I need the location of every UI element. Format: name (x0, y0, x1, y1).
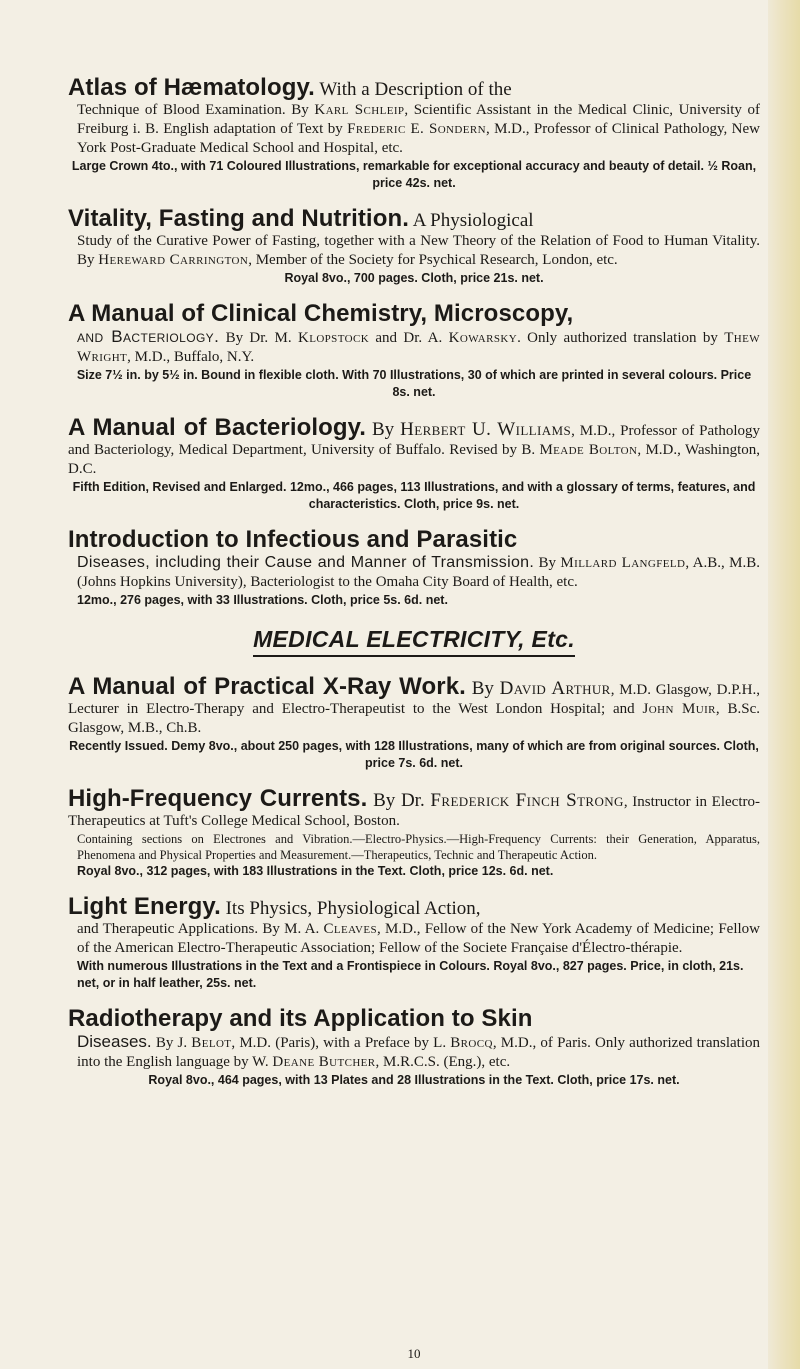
book-details: Large Crown 4to., with 71 Coloured Illustrations, remarkable for exceptional accuracy and beauty of detail. ½ Roan, price 42s. net. (71, 159, 757, 190)
author-name: Cleaves (323, 921, 378, 937)
author-name: Kowarsky (448, 330, 518, 346)
page-edge-shadow (768, 0, 800, 1369)
title-continuation: and Bacteriology. (77, 327, 220, 346)
book-details: Royal 8vo., 312 pages, with 183 Illustrations in the Text. Cloth, price 12s. 6d. net. (77, 864, 554, 878)
section-heading: MEDICAL ELECTRICITY, Etc. (68, 626, 760, 657)
book-description: and Bacteriology. By Dr. M. Klopstock and Dr. A. Kowarsky. Only authorized translation by Thew Wright, M.D., Buffalo, N.Y. (77, 327, 761, 365)
title-continuation: A Physiological (409, 210, 534, 231)
author-name: Brocq (450, 1035, 493, 1051)
book-details: Size 7½ in. by 5½ in. Bound in flexible cloth. With 70 Illustrations, 30 of which are printed in several colours. Price 8s. net. (76, 368, 752, 399)
book-description: Study of the Curative Power of Fasting, together with a New Theory of the Relation of Food to Human Vitality. By Hereward Carrington, Member of the Society for Psychical Research, London, etc. (77, 233, 760, 268)
author-name: John Muir (642, 701, 716, 717)
book-details: Royal 8vo., 700 pages. Cloth, price 21s. net. (284, 271, 544, 285)
book-title: Atlas of Hæmatology. (68, 74, 315, 101)
book-title: Light Energy. (68, 893, 221, 920)
catalogue-entry-light-energy (68, 893, 760, 992)
book-title: A Manual of Clinical Chemistry, Microscopy, (68, 300, 574, 327)
book-title: Vitality, Fasting and Nutrition. (68, 205, 409, 232)
author-name: Millard Langfeld (560, 555, 686, 571)
author-name: Herbert U. Williams (400, 419, 572, 440)
author-name: Belot (191, 1035, 232, 1051)
book-details: 12mo., 276 pages, with 33 Illustrations. Cloth, price 5s. 6d. net. (77, 593, 448, 607)
book-description: Diseases. By J. Belot, M.D. (Paris), with a Preface by L. Brocq, M.D., of Paris. Only authorized translation into the English language by W. Deane Butcher, M.R.C.S. (Eng.), etc. (77, 1032, 760, 1070)
title-continuation: Its Physics, Physiological Action, (220, 898, 481, 919)
title-continuation: Diseases. (77, 1032, 152, 1051)
author-name: Deane Butcher (272, 1054, 376, 1070)
author-name: Frederick Finch Strong (430, 790, 624, 811)
catalogue-entry-manual-bacteriology: A Manual of Bacteriology. By Herbert U. Williams, M.D., Professor of Pathology and Bacteriology, Medical Department, University of Buffalo. Revised by B. Meade Bolton, M.D., Washington, D.C. Fifth Edition, Revised and Enlarged. 12mo., 466 pages, 113 Illustrations, and with a glossary of terms, features, and characteristics. Cloth, price 9s. net. (68, 414, 761, 511)
book-details: Recently Issued. Demy 8vo., about 250 pages, with 128 Illustrations, many of which are from original sources. Cloth, price 7s. 6d. net. (69, 739, 759, 770)
book-details: Fifth Edition, Revised and Enlarged. 12mo., 466 pages, 113 Illustrations, and with a glossary of terms, features, and characteristics. Cloth, price 9s. net. (72, 480, 756, 511)
catalogue-entry-high-frequency: High-Frequency Currents. By Dr. Frederick Finch Strong, Instructor in Electro-Therapeutics at Tuft's College Medical School, Boston. Containing sections on Electrones and Vibration.—Electro-Physics.—High-Frequency Currents: their Generation, Apparatus, Phenomena and Physical Properties and Measurement.—Therapeutics, Technic and Therapeutic Action. Royal 8vo., 312 pages, with 183 Illustrations in the Text. Cloth, price 12s. 6d. net. (68, 785, 760, 878)
book-description: and Therapeutic Applications. By M. A. Cleaves, M.D., Fellow of the New York Academy of Medicine; Fellow of the American Electro-Therapeutic Association; Fellow of the Societe Française d'Électro-thérapie. (77, 921, 760, 956)
author-name: Frederic E. Sondern (347, 121, 486, 137)
author-name: Meade Bolton (539, 442, 638, 458)
catalogue-page (68, 74, 761, 1361)
catalogue-entry-clinical-chemistry (68, 300, 761, 401)
book-description: Technique of Blood Examination. By Karl Schleip, Scientific Assistant in the Medical Clinic, University of Freiburg i. B. English adaptation of Text by Frederic E. Sondern, M.D., Professor of Clinical Pathology, New York Post-Graduate Medical School and Hospital, etc. (77, 102, 761, 156)
book-title: Introduction to Infectious and Parasitic (68, 526, 518, 553)
catalogue-entry-xray-work: A Manual of Practical X-Ray Work. By David Arthur, M.D. Glasgow, D.P.H., Lecturer in Electro-Therapy and Electro-Therapeutist to the West London Hospital; and John Muir, B.Sc. Glasgow, M.B., Ch.B. Recently Issued. Demy 8vo., about 250 pages, with 128 Illustrations, many of which are from original sources. Cloth, price 7s. 6d. net. (68, 673, 760, 770)
page-number: 10 (407, 1346, 421, 1361)
book-title: A Manual of Bacteriology. (68, 414, 367, 441)
author-name: Thew Wright (77, 330, 761, 365)
title-continuation: With a Description of the (314, 79, 512, 100)
book-description: Diseases, including their Cause and Manner of Transmission. By Millard Langfeld, A.B., M.B. (Johns Hopkins University), Bacteriologist to the Omaha City Board of Health, etc. (77, 554, 760, 590)
author-name: David Arthur (499, 678, 611, 699)
catalogue-entry-atlas-haematology (68, 74, 761, 192)
author-name: Hereward Carrington (98, 252, 249, 268)
catalogue-entry-infectious-diseases (68, 526, 760, 609)
book-title: High-Frequency Currents. (68, 785, 368, 812)
book-details: With numerous Illustrations in the Text and a Frontispiece in Colours. Royal 8vo., 827 pages. Price, in cloth, 21s. net, or in half leather, 25s. net. (77, 959, 744, 990)
book-details: Royal 8vo., 464 pages, with 13 Plates and 28 Illustrations in the Text. Cloth, price 17s. net. (148, 1073, 680, 1087)
author-name: Karl Schleip (314, 102, 405, 118)
catalogue-entry-vitality-fasting (68, 205, 760, 287)
book-title: A Manual of Practical X-Ray Work. (68, 673, 466, 700)
book-title: Radiotherapy and its Application to Skin (68, 1005, 533, 1032)
contents-note: Containing sections on Electrones and Vibration.—Electro-Physics.—High-Frequency Currents: their Generation, Apparatus, Phenomena and Physical Properties and Measurement.—Therapeutics, Technic and Therapeutic Action. (77, 832, 760, 862)
title-continuation: Diseases, including their Cause and Manner of Transmission. (77, 554, 535, 571)
catalogue-entry-radiotherapy (68, 1005, 760, 1089)
author-name: Klopstock (297, 330, 370, 346)
